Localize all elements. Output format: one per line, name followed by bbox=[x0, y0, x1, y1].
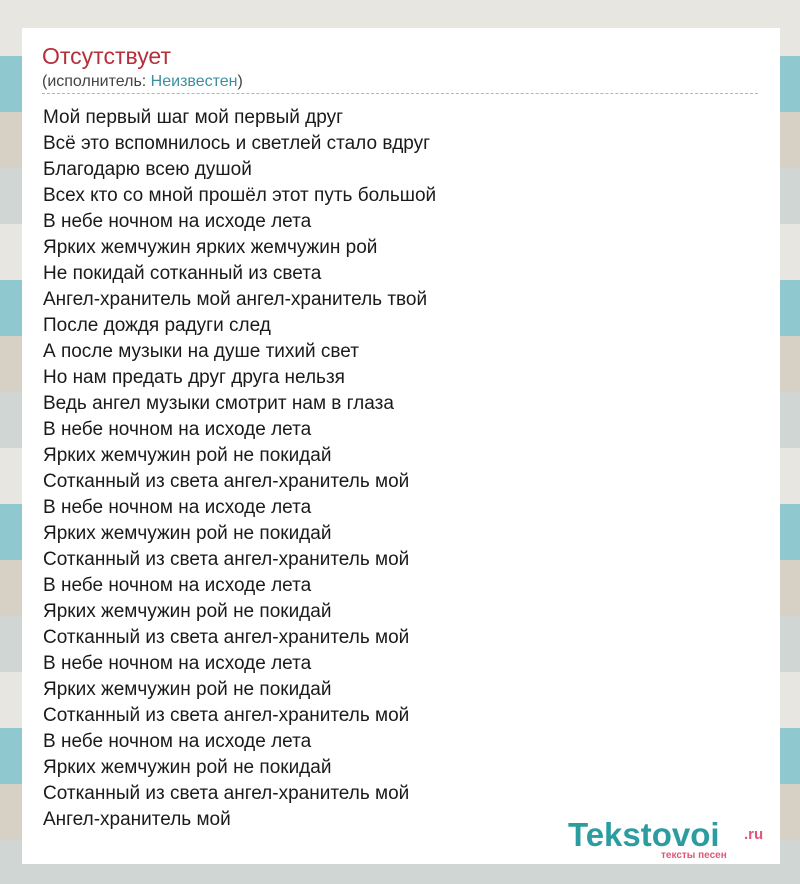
lyric-line: Не покидай сотканный из света bbox=[43, 263, 322, 284]
lyric-line: Но нам предать друг друга нельзя bbox=[43, 367, 345, 388]
lyric-line: Ангел-хранитель мой bbox=[43, 809, 231, 830]
artist-suffix: ) bbox=[237, 73, 243, 90]
lyric-line: Ярких жемчужин рой не покидай bbox=[43, 757, 332, 778]
logo-tagline: тексты песен bbox=[661, 850, 727, 861]
lyric-line: В небе ночном на исходе лета bbox=[43, 419, 312, 440]
logo-domain-suffix: .ru bbox=[744, 826, 764, 843]
dashed-divider bbox=[42, 93, 758, 94]
lyric-line: Всех кто со мной прошёл этот путь большой bbox=[43, 185, 437, 206]
lyric-line: В небе ночном на исходе лета bbox=[43, 497, 312, 518]
song-title: Отсутствует bbox=[42, 43, 171, 69]
lyric-line: Ярких жемчужин рой не покидай bbox=[43, 601, 332, 622]
lyrics-list bbox=[43, 105, 436, 833]
lyric-line: В небе ночном на исходе лета bbox=[43, 575, 312, 596]
artist-line bbox=[42, 73, 243, 91]
lyric-line: В небе ночном на исходе лета bbox=[43, 731, 312, 752]
lyric-line: После дождя радуги след bbox=[43, 315, 271, 336]
lyric-line: Сотканный из света ангел-хранитель мой bbox=[43, 549, 410, 570]
lyric-line: Всё это вспомнилось и светлей стало вдруг bbox=[43, 133, 431, 154]
lyric-line: Сотканный из света ангел-хранитель мой bbox=[43, 627, 410, 648]
site-logo[interactable] bbox=[568, 816, 778, 860]
lyrics-card bbox=[22, 28, 780, 864]
artist-prefix: (исполнитель: bbox=[42, 73, 151, 90]
logo-wordmark: Tekstovoi bbox=[568, 816, 720, 853]
lyric-line: Благодарю всею душой bbox=[43, 159, 252, 180]
lyric-line: Сотканный из света ангел-хранитель мой bbox=[43, 705, 410, 726]
lyric-line: Ярких жемчужин рой не покидай bbox=[43, 445, 332, 466]
lyric-line: Ангел-хранитель мой ангел-хранитель твой bbox=[43, 289, 428, 310]
lyric-line: В небе ночном на исходе лета bbox=[43, 653, 312, 674]
lyric-line: Ярких жемчужин ярких жемчужин рой bbox=[43, 237, 378, 258]
lyric-line: В небе ночном на исходе лета bbox=[43, 211, 312, 232]
artist-link[interactable]: Неизвестен bbox=[150, 73, 238, 90]
lyric-line: Ярких жемчужин рой не покидай bbox=[43, 679, 332, 700]
lyric-line: Сотканный из света ангел-хранитель мой bbox=[43, 783, 410, 804]
lyric-line: А после музыки на душе тихий свет bbox=[43, 341, 359, 362]
lyric-line: Ведь ангел музыки смотрит нам в глаза bbox=[43, 393, 394, 414]
lyric-line: Мой первый шаг мой первый друг bbox=[43, 107, 344, 128]
lyric-line: Ярких жемчужин рой не покидай bbox=[43, 523, 332, 544]
lyric-line: Сотканный из света ангел-хранитель мой bbox=[43, 471, 410, 492]
